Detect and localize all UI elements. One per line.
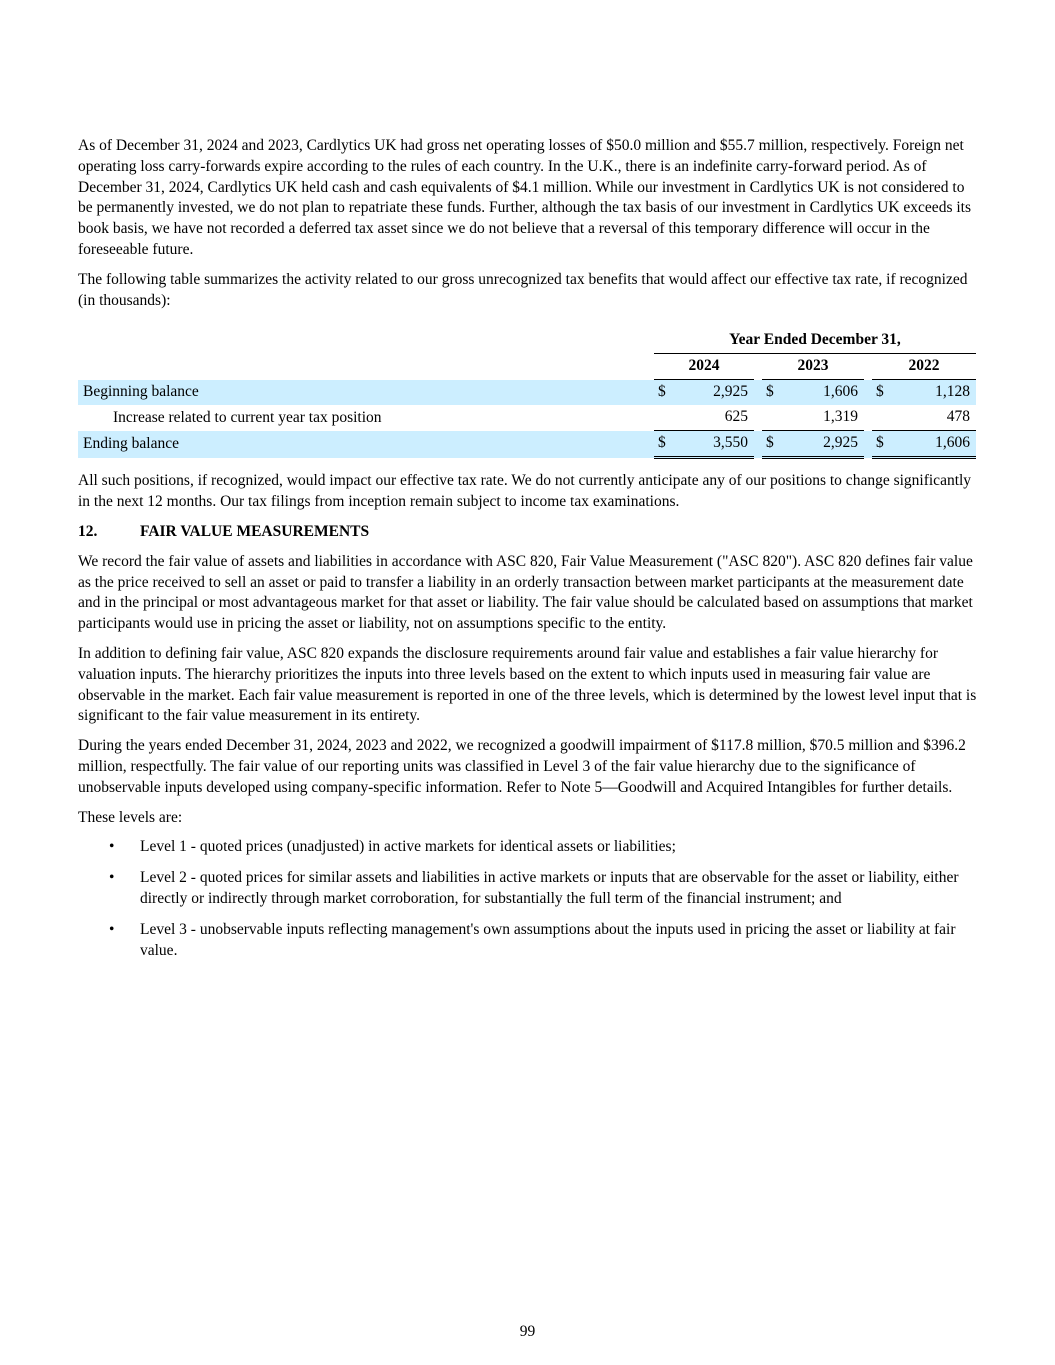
table-header-row [78, 328, 976, 354]
section-heading [78, 522, 978, 543]
value-2022: 1,128 [888, 380, 976, 406]
level-text: Level 3 - unobservable inputs reflecting management's own assumptions about the inputs used in pricing the asset or liability at fair value. [140, 920, 956, 959]
currency-symbol: $ [654, 431, 670, 458]
list-item [78, 868, 978, 910]
value-2023: 1,606 [778, 380, 864, 406]
table-row [78, 431, 976, 458]
currency-symbol: $ [654, 380, 670, 406]
bullet-icon: • [109, 869, 115, 887]
paragraph-asc820: We record the fair value of assets and liabilities in accordance with ASC 820, Fair Value Measurement ("ASC 820"). ASC 820 defines fair value as the price received to sell an asset or paid to transfer a liability in an orderly transaction between market participants at the measurement date and in the principal or most advantageous market for that asset or liability. The fair value should be calculated based on assumptions that market participants would use in pricing the asset or liability, not on assumptions specific to the entity. [78, 552, 973, 633]
row-label: Beginning balance [78, 380, 646, 406]
column-year-2023: 2023 [762, 354, 864, 380]
bullet-icon: • [109, 838, 115, 856]
section-title: FAIR VALUE MEASUREMENTS [140, 522, 370, 540]
table-row [78, 405, 976, 431]
value-2023: 1,319 [778, 405, 864, 431]
list-item [78, 920, 978, 962]
value-2024: 625 [670, 405, 754, 431]
value-2024: 2,925 [670, 380, 754, 406]
level-text: Level 1 - quoted prices (unadjusted) in active markets for identical assets or liabilities; [140, 838, 676, 856]
currency-symbol: $ [872, 380, 888, 406]
levels-list [78, 837, 978, 961]
value-2022: 1,606 [888, 431, 976, 458]
paragraph-positions: All such positions, if recognized, would impact our effective tax rate. We do not currently anticipate any of our positions to change significantly in the next 12 months. Our tax filings from inception remain subject to income tax examinations. [78, 472, 972, 511]
value-2022: 478 [888, 405, 976, 431]
document-page [78, 136, 978, 971]
paragraph-hierarchy: In addition to defining fair value, ASC 820 expands the disclosure requirements around fair value and establishes a fair value hierarchy for valuation inputs. The hierarchy prioritizes the inputs into three levels based on the extent to which inputs used in measuring fair value are observable in the market. Each fair value measurement is reported in one of the three levels, which is determined by the lowest level input that is significant to the fair value measurement in its entirety. [78, 644, 977, 725]
paragraph-levels-intro: These levels are: [78, 808, 183, 826]
paragraph-nol: As of December 31, 2024 and 2023, Cardlytics UK had gross net operating losses of $50.0 million and $55.7 million, respectively. Foreign net operating loss carry-forwards expire according to the rules of each country. In the U.K., there is an indefinite carry-forward period. As of December 31, 2024, Cardlytics UK held cash and cash equivalents of $4.1 million. While our investment in Cardlytics UK is not considered to be permanently invested, we do not plan to repatriate these funds. Further, although the tax basis of our investment in Cardlytics UK exceeds its book basis, we have not recorded a deferred tax asset since we do not believe that a reversal of this temporary difference will occur in the foreseeable future. [78, 137, 971, 258]
page-number: 99 [519, 1323, 536, 1340]
unrecognized-tax-benefits-table [78, 328, 978, 459]
row-label: Ending balance [78, 431, 646, 458]
table-year-row [78, 354, 976, 380]
level-text: Level 2 - quoted prices for similar assets and liabilities in active markets or inputs that are observable for the asset or liability, either directly or indirectly through market corroboration, for substantially the full term of the financial instrument; and [140, 869, 959, 907]
bullet-icon: • [109, 920, 115, 938]
list-item [78, 837, 978, 858]
paragraph-table-intro: The following table summarizes the activity related to our gross unrecognized tax benefits that would affect our effective tax rate, if recognized (in thousands): [78, 270, 968, 309]
currency-symbol: $ [762, 431, 778, 458]
paragraph-goodwill: During the years ended December 31, 2024, 2023 and 2022, we recognized a goodwill impairment of $117.8 million, $70.5 million and $396.2 million, respectfully. The fair value of our reporting units was classified in Level 3 of the fair value hierarchy due to the significance of unobservable inputs developed using company-specific information. Refer to Note 5—Goodwill and Acquired Intangibles for further details. [78, 737, 966, 796]
row-label: Increase related to current year tax position [113, 408, 382, 426]
column-year-2022: 2022 [872, 354, 976, 380]
value-2023: 2,925 [778, 431, 864, 458]
table-row [78, 380, 976, 406]
section-number: 12. [78, 522, 98, 540]
currency-symbol: $ [872, 431, 888, 458]
year-ended-header: Year Ended December 31, [654, 328, 976, 354]
currency-symbol: $ [762, 380, 778, 406]
column-year-2024: 2024 [654, 354, 754, 380]
value-2024: 3,550 [670, 431, 754, 458]
